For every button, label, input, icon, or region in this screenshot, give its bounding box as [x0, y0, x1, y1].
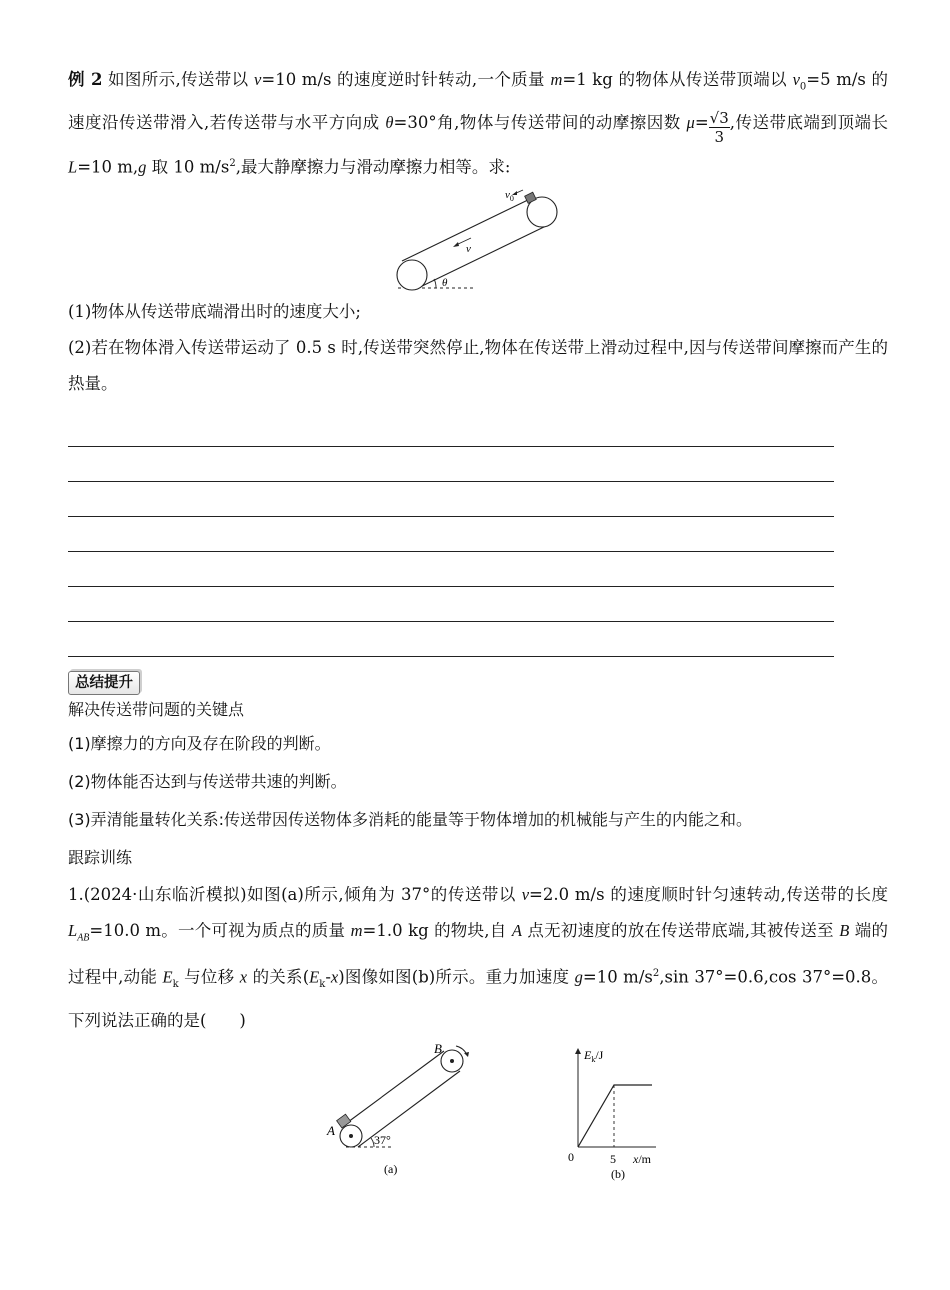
summary-title: 解决传送带问题的关键点 [68, 699, 245, 719]
v-label: v [466, 242, 471, 255]
theta-arc [434, 279, 436, 288]
summary-item-3: (3)弄清能量转化关系:传送带因传送物体多消耗的能量等于物体增加的机械能与产生的内能之和。 [68, 809, 753, 829]
answer-line[interactable] [68, 447, 834, 482]
page [68, 62, 888, 1183]
summary-badge: 总结提升 [68, 671, 140, 695]
ek-x-graph-line [578, 1085, 652, 1147]
origin-label: 0 [568, 1149, 574, 1164]
y-axis-arrow [575, 1048, 581, 1054]
answer-line[interactable] [68, 517, 834, 552]
summary-item-1: (1)摩擦力的方向及存在阶段的判断。 [68, 733, 331, 753]
tracking-title: 跟踪训练 [68, 847, 133, 867]
answer-line[interactable] [68, 552, 834, 587]
question-2: (2)若在物体滑入传送带运动了 0.5 s 时,传送带突然停止,物体在传送带上滑动过程中,因与传送带间摩擦而产生的热量。 [68, 337, 888, 393]
x-tick-5: 5 [610, 1151, 616, 1166]
answer-lines [68, 412, 888, 657]
pulley-a-center [349, 1134, 353, 1138]
question-1: (1)物体从传送带底端滑出时的速度大小; [68, 301, 361, 321]
y-axis-label: $E_k/J$ [584, 1047, 604, 1064]
point-b-label: B [434, 1042, 442, 1056]
belt-top-line [344, 1051, 444, 1125]
answer-line[interactable] [68, 622, 834, 657]
conveyor-figure-1 [396, 186, 566, 294]
figure-a [326, 1043, 469, 1176]
tracking-question-1: 1.(2024·山东临沂模拟)如图(a)所示,倾角为 37°的传送带以 v=2.0 m/s 的速度顺时针匀速转动,传送带的长度 $L_{AB}=10.0$ m。一个可视为质点的质量 m=1.0 kg 的物块,自 A 点无初速度的放在传送带底端,其被传送至 B 端的过程中,动能 $E_k$ 与位移 x 的关系$(E_k-x)$图像如图(b)所示。重力加速度 g=10 $m/s^2,\sin$ 37°=0.6,cos 37°=0.8。下列说法正确的是( ) [68, 884, 889, 1030]
answer-line[interactable] [68, 587, 834, 622]
caption-a: (a) [384, 1161, 398, 1176]
example-label: 例 2 [68, 70, 103, 89]
tracking-figures [316, 1043, 656, 1183]
summary-item-2: (2)物体能否达到与传送带共速的判断。 [68, 771, 347, 791]
x-axis-label: x/m [633, 1151, 651, 1166]
v0-label: $v_0$ [505, 188, 514, 203]
answer-line[interactable] [68, 482, 834, 517]
example2-stem: 例 2 如图所示,传送带以 v=10 m/s 的速度逆时针转动,一个质量 m=1 kg 的物体从传送带顶端以 $v_0=5$ m/s 的速度沿传送带滑入,若传送带与水平方向成 θ=30°角,物体与传送带间的动摩擦因数 μ= $\frac{√3}{3}$ ,传送带底端到顶端长 L=10 m,g 取 10 $m/s^2$,最大静摩擦力与滑动摩擦力相等。求: [68, 70, 888, 177]
bottom-pulley [397, 260, 427, 290]
angle-label: 37° [374, 1132, 391, 1147]
theta-label: θ [442, 276, 448, 289]
answer-line[interactable] [68, 412, 834, 447]
rotation-arrowhead [464, 1052, 469, 1057]
belt-bottom-line [418, 226, 546, 288]
pulley-b-center [450, 1059, 454, 1063]
friction-fraction: $\frac{√3}{3}$ [709, 109, 729, 147]
figure-b [568, 1048, 656, 1181]
caption-b: (b) [611, 1166, 625, 1181]
belt-velocity-arrowhead [453, 242, 459, 247]
point-a-label: A [327, 1122, 335, 1138]
